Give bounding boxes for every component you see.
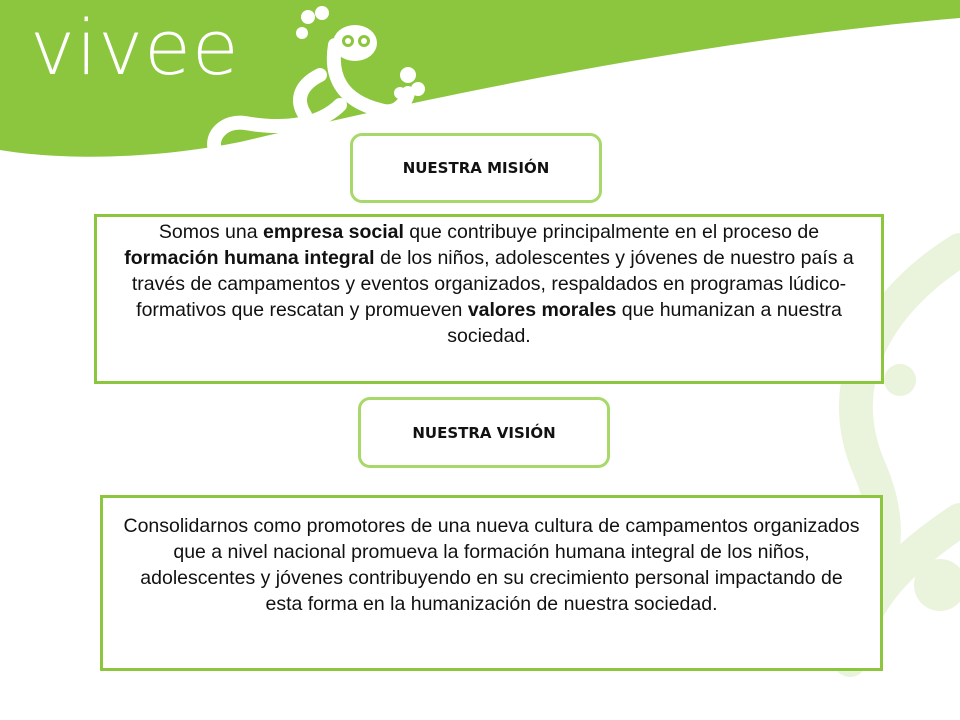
mision-text-bold: valores morales — [467, 299, 617, 321]
mision-text-box — [94, 214, 884, 384]
mision-text — [119, 219, 859, 349]
vision-heading-label: NUESTRA VISIÓN — [412, 423, 556, 442]
watermark-dot — [884, 364, 916, 396]
mision-text-run: Somos una — [158, 221, 263, 243]
mision-text-run: de los niños, adolescentes y jóvenes de nuestro país a través de campamentos y eventos organizados, respaldados en programas lúdico-formativos que rescatan y promueven — [131, 247, 854, 321]
mision-text-bold: empresa social — [262, 221, 404, 243]
vision-text: Consolidarnos como promotores de una nueva cultura de campamentos organizados que a nivel nacional promueva la formación humana integral de los niños, adolescentes y jóvenes contribuyendo en su crecimiento personal impactando de esta forma en la humanización de nuestra sociedad. — [123, 515, 860, 615]
mision-text-run: que humanizan a nuestra sociedad. — [447, 299, 842, 347]
mision-text-bold: formación humana integral — [124, 247, 375, 269]
mision-heading-label: NUESTRA MISIÓN — [402, 159, 550, 177]
mision-heading — [350, 133, 602, 203]
logo-wordmark: vivee — [30, 3, 240, 92]
vision-text-box — [100, 495, 883, 671]
mision-text-run: que contribuye principalmente en el proceso de — [403, 221, 820, 243]
vision-heading — [358, 397, 610, 468]
